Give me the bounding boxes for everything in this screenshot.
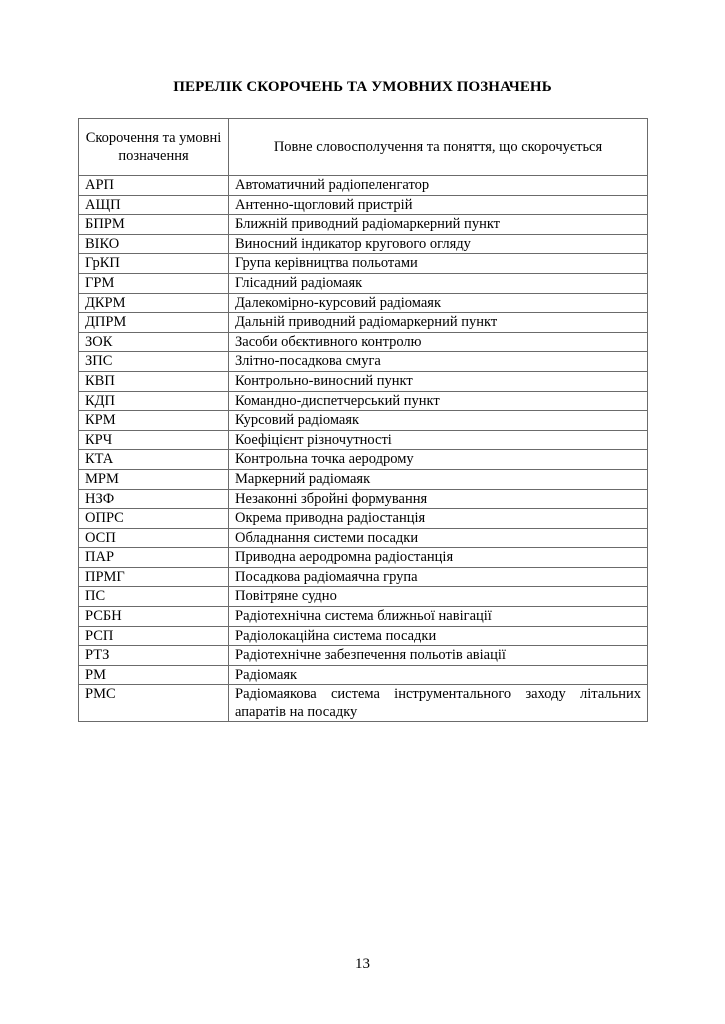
abbreviation-cell: ОПРС (79, 509, 229, 529)
full-term-cell: Радіомаякова система інструментального заходу літальних апаратів на посадку (229, 685, 648, 722)
table-header-row (79, 119, 648, 176)
abbreviation-cell: ГРМ (79, 273, 229, 293)
full-term-cell: Автоматичний радіопеленгатор (229, 176, 648, 196)
abbreviation-cell: ЗОК (79, 332, 229, 352)
full-term-cell: Маркерний радіомаяк (229, 469, 648, 489)
abbreviation-cell: РСП (79, 626, 229, 646)
full-term-cell: Антенно-щогловий пристрій (229, 195, 648, 215)
full-term-cell: Засоби обєктивного контролю (229, 332, 648, 352)
abbreviation-cell: МРМ (79, 469, 229, 489)
page-number: 13 (355, 956, 370, 972)
full-term-cell: Ближній приводний радіомаркерний пункт (229, 215, 648, 235)
abbreviation-cell: РМ (79, 665, 229, 685)
abbreviations-table (78, 118, 648, 722)
abbreviation-cell: КРЧ (79, 430, 229, 450)
full-term-cell: Курсовий радіомаяк (229, 411, 648, 431)
full-term-cell: Повітряне судно (229, 587, 648, 607)
page-title: ПЕРЕЛІК СКОРОЧЕНЬ ТА УМОВНИХ ПОЗНАЧЕНЬ (173, 79, 552, 95)
abbreviation-cell: ДПРМ (79, 313, 229, 333)
table-row (79, 450, 648, 470)
table-row (79, 665, 648, 685)
table-row (79, 548, 648, 568)
full-term-cell: Командно-диспетчерський пункт (229, 391, 648, 411)
full-term-cell: Радіотехнічна система ближньої навігації (229, 607, 648, 627)
abbreviation-cell: КТА (79, 450, 229, 470)
full-term-cell: Виносний індикатор кругового огляду (229, 234, 648, 254)
header-full-term: Повне словосполучення та поняття, що скорочується (229, 119, 648, 176)
table-row (79, 195, 648, 215)
table-row (79, 685, 648, 722)
full-term-cell: Контрольно-виносний пункт (229, 371, 648, 391)
table-row (79, 176, 648, 196)
full-term-cell: Незаконні збройні формування (229, 489, 648, 509)
table-row (79, 587, 648, 607)
full-term-cell: Контрольна точка аеродрому (229, 450, 648, 470)
abbreviation-cell: ДКРМ (79, 293, 229, 313)
abbreviation-cell: ПРМГ (79, 567, 229, 587)
full-term-cell: Глісадний радіомаяк (229, 273, 648, 293)
abbreviation-cell: ЗПС (79, 352, 229, 372)
table-row (79, 626, 648, 646)
abbreviation-cell: ПАР (79, 548, 229, 568)
abbreviation-cell: АЩП (79, 195, 229, 215)
table-row (79, 528, 648, 548)
table-row (79, 391, 648, 411)
table-row (79, 469, 648, 489)
abbreviation-cell: КРМ (79, 411, 229, 431)
table-row (79, 567, 648, 587)
abbreviation-cell: РСБН (79, 607, 229, 627)
abbreviation-cell: ВІКО (79, 234, 229, 254)
table-row (79, 215, 648, 235)
table-row (79, 509, 648, 529)
table-row (79, 273, 648, 293)
full-term-cell: Група керівництва польотами (229, 254, 648, 274)
abbreviation-cell: БПРМ (79, 215, 229, 235)
full-term-cell: Приводна аеродромна радіостанція (229, 548, 648, 568)
abbreviation-cell: КВП (79, 371, 229, 391)
abbreviation-cell: РТЗ (79, 646, 229, 666)
abbreviation-cell: КДП (79, 391, 229, 411)
table-row (79, 371, 648, 391)
table-row (79, 411, 648, 431)
full-term-cell: Радіомаяк (229, 665, 648, 685)
full-term-cell: Дальній приводний радіомаркерний пункт (229, 313, 648, 333)
table-row (79, 489, 648, 509)
header-abbreviation: Скорочення та умовні позначення (79, 119, 229, 176)
full-term-cell: Злітно-посадкова смуга (229, 352, 648, 372)
full-term-cell: Радіолокаційна система посадки (229, 626, 648, 646)
abbreviation-cell: ПС (79, 587, 229, 607)
table-body (79, 176, 648, 722)
full-term-cell: Коефіцієнт різночутності (229, 430, 648, 450)
full-term-cell: Далекомірно-курсовий радіомаяк (229, 293, 648, 313)
full-term-cell: Посадкова радіомаячна група (229, 567, 648, 587)
table-row (79, 430, 648, 450)
abbreviation-cell: НЗФ (79, 489, 229, 509)
table-row (79, 254, 648, 274)
abbreviation-cell: РМС (79, 685, 229, 722)
abbreviation-cell: АРП (79, 176, 229, 196)
table-row (79, 646, 648, 666)
abbreviation-cell: ОСП (79, 528, 229, 548)
full-term-cell: Обладнання системи посадки (229, 528, 648, 548)
table-row (79, 293, 648, 313)
table-row (79, 352, 648, 372)
full-term-cell: Окрема приводна радіостанція (229, 509, 648, 529)
table-row (79, 607, 648, 627)
table-row (79, 234, 648, 254)
full-term-cell: Радіотехнічне забезпечення польотів авіації (229, 646, 648, 666)
table-row (79, 313, 648, 333)
abbreviation-cell: ГрКП (79, 254, 229, 274)
table-row (79, 332, 648, 352)
